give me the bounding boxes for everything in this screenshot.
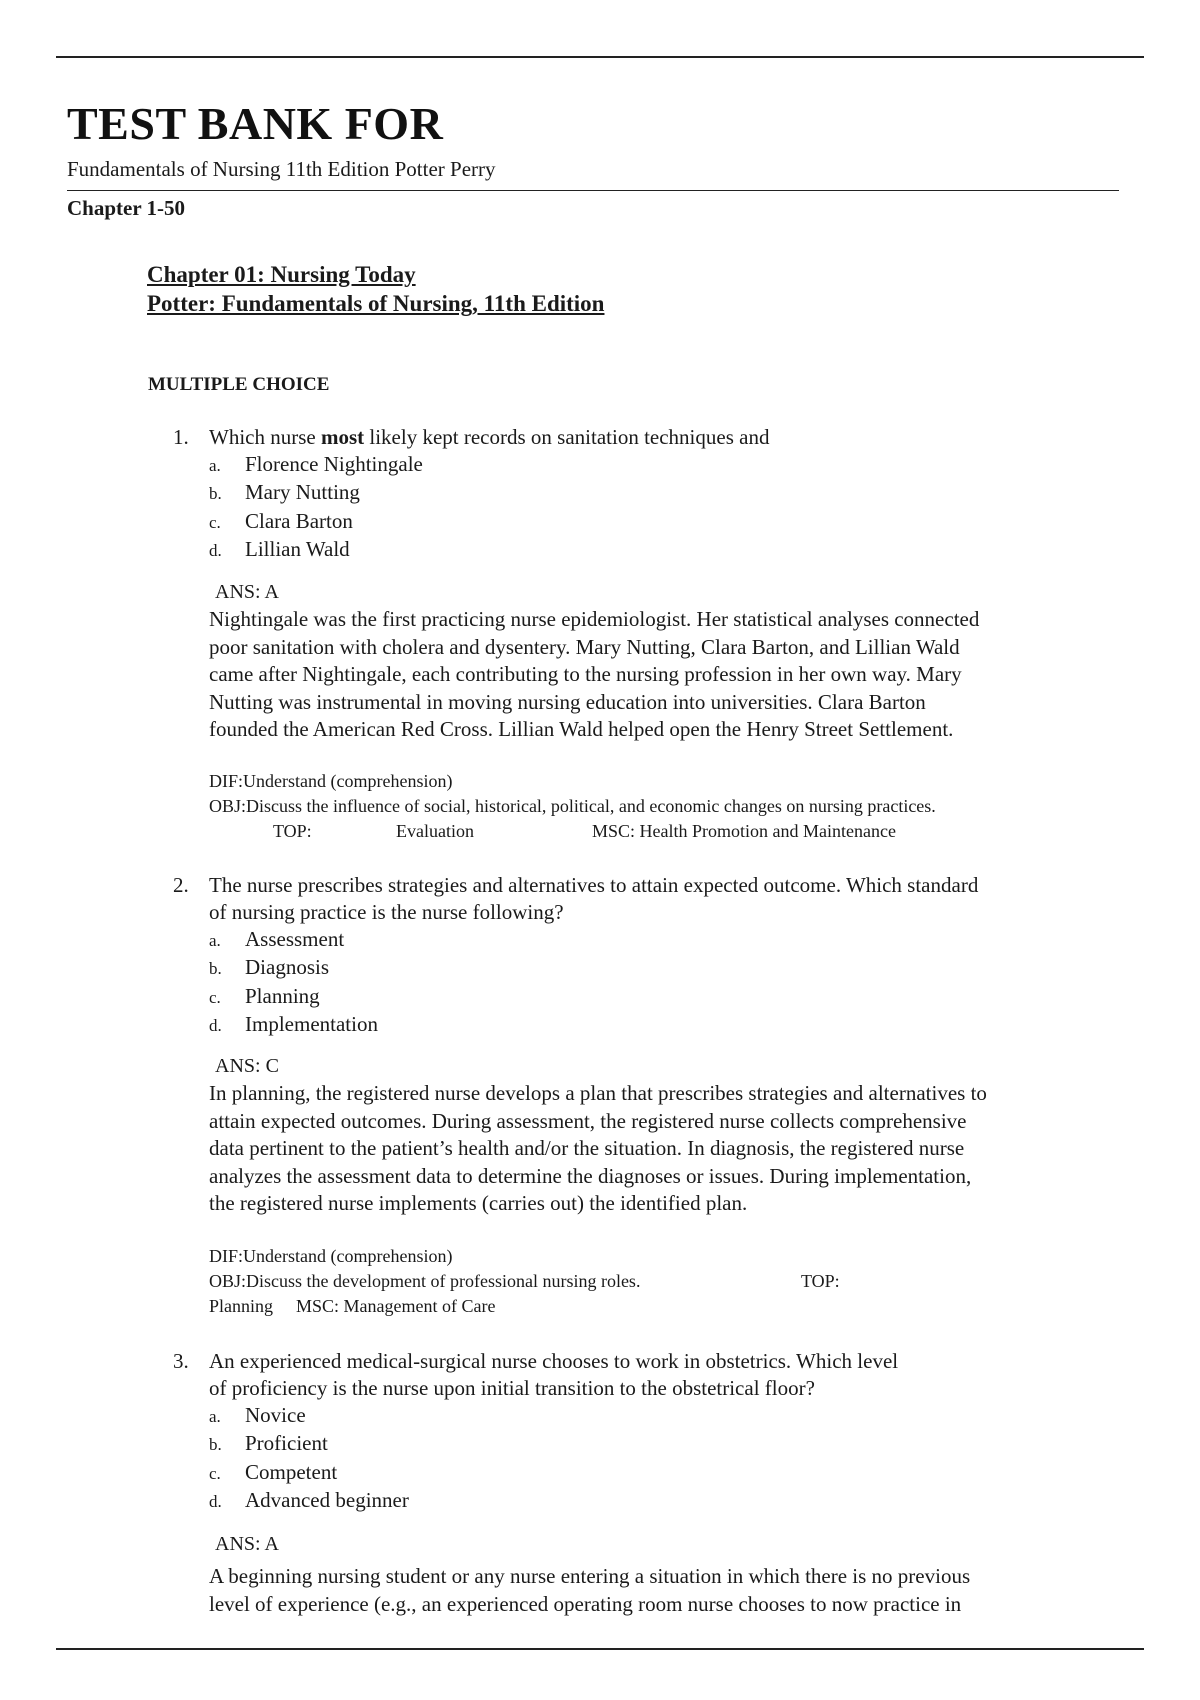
topic-row [209, 819, 936, 844]
chapter-range: Chapter 1-50 [67, 196, 186, 220]
stem-line: of proficiency is the nurse upon initial transition to the obstetrical floor? [209, 1376, 815, 1400]
option-c [209, 508, 423, 536]
rationale-line: level of experience (e.g., an experienced operating room nurse chooses to now practice in [209, 1591, 962, 1616]
answer-options [209, 926, 378, 1039]
option-letter: b. [209, 484, 222, 504]
rationale-line: attain expected outcomes. During assessment, the registered nurse collects comprehensive [209, 1108, 967, 1133]
option-d [209, 1487, 409, 1515]
difficulty: DIF:Understand (comprehension) [209, 1246, 453, 1266]
option-text: Proficient [245, 1431, 328, 1456]
msc: MSC: Management of Care [296, 1296, 496, 1316]
stem-line: An experienced medical-surgical nurse chooses to work in obstetrics. Which level [209, 1349, 899, 1373]
option-text: Lillian Wald [245, 536, 350, 561]
objective-row [209, 1269, 840, 1294]
option-text: Florence Nightingale [245, 452, 423, 476]
question-metadata [209, 1244, 840, 1319]
question-stem [209, 1348, 898, 1402]
topic-value: Planning [209, 1296, 274, 1316]
doc-subtitle: Fundamentals of Nursing 11th Edition Potter Perry [67, 157, 496, 181]
answer-options [209, 1402, 409, 1515]
rationale-line: A beginning nursing student or any nurse entering a situation in which there is no previous [209, 1564, 971, 1588]
option-a [209, 926, 378, 954]
question-stem [209, 872, 978, 926]
doc-title: TEST BANK FOR [67, 98, 444, 149]
subtitle-rule [67, 190, 1119, 191]
stem-text: likely kept records on sanitation techniques and [364, 425, 770, 449]
rationale [209, 606, 1139, 744]
answer-options [209, 451, 423, 564]
rationale-line: founded the American Red Cross. Lillian Wald helped open the Henry Street Settlement. [209, 717, 954, 741]
option-letter: a. [209, 931, 221, 950]
option-letter: d. [209, 540, 222, 560]
topic-label: TOP: [801, 1271, 840, 1291]
question-number: 1. [173, 425, 189, 449]
bottom-rule [56, 1648, 1144, 1650]
option-letter: a. [209, 456, 221, 475]
rationale-line: data pertinent to the patient’s health and/or the situation. In diagnosis, the registered nurse [209, 1136, 965, 1160]
chapter-heading: Chapter 01: Nursing Today [147, 262, 416, 287]
question-metadata [209, 769, 936, 844]
option-letter: c. [209, 1463, 221, 1483]
option-letter: c. [209, 987, 221, 1007]
option-d [209, 536, 423, 564]
option-text: Novice [245, 1403, 306, 1427]
option-text: Diagnosis [245, 955, 329, 980]
option-b [209, 479, 423, 507]
rationale-line: came after Nightingale, each contributing to the nursing profession in her own way. Mary [209, 662, 962, 686]
section-label: MULTIPLE CHOICE [148, 374, 330, 395]
top-rule [56, 56, 1144, 58]
option-a [209, 451, 423, 479]
option-b [209, 1430, 409, 1458]
option-a [209, 1402, 409, 1430]
topic-value: Evaluation [396, 821, 474, 841]
option-letter: b. [209, 1435, 222, 1455]
option-text: Planning [245, 983, 320, 1008]
topic-row [209, 1294, 840, 1319]
objective: OBJ:Discuss the development of professional nursing roles. [209, 1271, 641, 1291]
option-letter: b. [209, 959, 222, 979]
option-letter: a. [209, 1407, 221, 1426]
stem-emphasis: most [320, 425, 365, 449]
rationale-line: Nutting was instrumental in moving nursing education into universities. Clara Barton [209, 689, 926, 714]
answer-key: ANS: C [215, 1055, 279, 1077]
option-d [209, 1011, 378, 1039]
rationale-line: analyzes the assessment data to determine the diagnoses or issues. During implementation, [209, 1163, 972, 1188]
book-heading: Potter: Fundamentals of Nursing, 11th Edition [147, 291, 605, 316]
rationale-line: Nightingale was the first practicing nurse epidemiologist. Her statistical analyses connected [209, 607, 980, 631]
option-letter: c. [209, 512, 221, 532]
stem-text: Which nurse [209, 425, 321, 449]
objective: OBJ:Discuss the influence of social, historical, political, and economic changes on nursing practices. [209, 796, 936, 816]
question-number: 2. [173, 873, 189, 897]
option-text: Mary Nutting [245, 480, 360, 505]
option-letter: d. [209, 1491, 222, 1511]
rationale [209, 1563, 1139, 1618]
question-number: 3. [173, 1349, 189, 1373]
topic-label: TOP: [273, 821, 312, 841]
option-text: Implementation [245, 1011, 378, 1036]
rationale [209, 1080, 1139, 1218]
option-b [209, 954, 378, 982]
option-text: Assessment [245, 927, 345, 951]
answer-key: ANS: A [215, 1533, 279, 1555]
question-stem [209, 424, 769, 451]
stem-line: The nurse prescribes strategies and alternatives to attain expected outcome. Which standard [209, 873, 979, 897]
stem-line: of nursing practice is the nurse following? [209, 900, 564, 924]
msc: MSC: Health Promotion and Maintenance [592, 821, 896, 841]
option-text: Advanced beginner [245, 1487, 409, 1512]
difficulty: DIF:Understand (comprehension) [209, 771, 453, 791]
rationale-line: In planning, the registered nurse develops a plan that prescribes strategies and alternatives to [209, 1081, 987, 1105]
rationale-line: the registered nurse implements (carries out) the identified plan. [209, 1191, 748, 1215]
option-c [209, 1459, 409, 1487]
option-c [209, 983, 378, 1011]
option-text: Competent [245, 1459, 338, 1484]
rationale-line: poor sanitation with cholera and dysentery. Mary Nutting, Clara Barton, and Lillian Wald [209, 634, 960, 659]
option-letter: d. [209, 1015, 222, 1035]
answer-key: ANS: A [215, 581, 279, 603]
option-text: Clara Barton [245, 508, 353, 533]
